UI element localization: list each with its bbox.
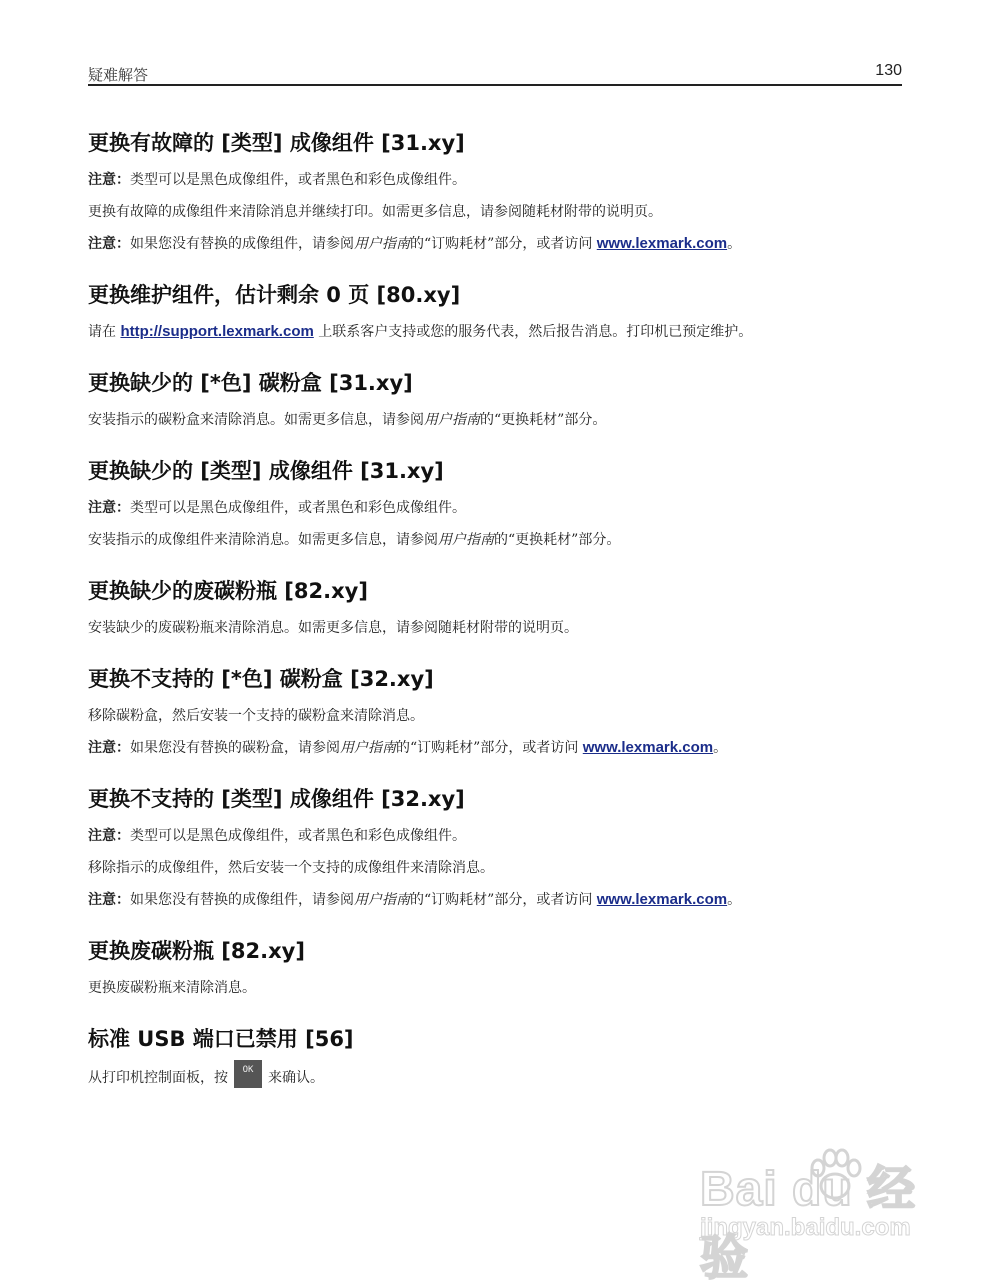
body-text: 的“更换耗材”部分。 xyxy=(494,532,621,548)
note-text: 的“订购耗材”部分，或者访问 xyxy=(410,236,597,252)
note-paragraph xyxy=(88,168,908,192)
user-guide-ref: 用户指南 xyxy=(354,892,410,908)
note-paragraph xyxy=(88,496,908,520)
note-label: 注意： xyxy=(88,236,130,252)
note-text: 如果您没有替换的碳粉盒，请参阅 xyxy=(130,740,340,756)
lexmark-link[interactable]: www.lexmark.com xyxy=(596,891,728,908)
body-text: 来确认。 xyxy=(268,1070,324,1086)
section-heading: 更换有故障的 [类型] 成像组件 [31.xy] xyxy=(88,131,465,155)
section-heading: 更换不支持的 [*色] 碳粉盒 [32.xy] xyxy=(88,667,434,691)
body-text: 的“更换耗材”部分。 xyxy=(480,412,607,428)
watermark-brand: Bai du 经验 xyxy=(700,1163,917,1285)
note-paragraph xyxy=(88,824,908,848)
note-text: 的“订购耗材”部分，或者访问 xyxy=(410,892,597,908)
body-text: 上联系客户支持或您的服务代表，然后报告消息。打印机已预定维护。 xyxy=(313,324,753,340)
baidu-watermark xyxy=(700,1140,940,1285)
note-paragraph xyxy=(88,888,908,912)
section-defective-imaging-unit xyxy=(88,128,908,256)
note-text: 如果您没有替换的成像组件，请参阅 xyxy=(130,892,354,908)
note-text: 的“订购耗材”部分，或者访问 xyxy=(396,740,583,756)
section-heading: 更换不支持的 [类型] 成像组件 [32.xy] xyxy=(88,787,465,811)
note-text: 类型可以是黑色成像组件，或者黑色和彩色成像组件。 xyxy=(130,500,466,516)
note-text: 如果您没有替换的成像组件，请参阅 xyxy=(130,236,354,252)
body-paragraph: 更换废碳粉瓶来清除消息。 xyxy=(88,980,256,996)
body-paragraph: 移除指示的成像组件，然后安装一个支持的成像组件来清除消息。 xyxy=(88,860,494,876)
section-heading: 标准 USB 端口已禁用 [56] xyxy=(88,1027,354,1051)
page-header xyxy=(88,62,902,86)
support-link[interactable]: http://support.lexmark.com xyxy=(120,323,314,340)
user-guide-ref: 用户指南 xyxy=(340,740,396,756)
section-unsupported-imaging-unit xyxy=(88,784,908,912)
section-heading: 更换缺少的 [*色] 碳粉盒 [31.xy] xyxy=(88,371,413,395)
note-text: 类型可以是黑色成像组件，或者黑色和彩色成像组件。 xyxy=(130,828,466,844)
note-paragraph xyxy=(88,736,908,760)
section-heading: 更换维护组件，估计剩余 0 页 [80.xy] xyxy=(88,283,461,307)
section-heading: 更换缺少的 [类型] 成像组件 [31.xy] xyxy=(88,459,444,483)
section-heading: 更换废碳粉瓶 [82.xy] xyxy=(88,939,305,963)
note-label: 注意： xyxy=(88,740,130,756)
body-text: 安装指示的成像组件来清除消息。如需更多信息，请参阅 xyxy=(88,532,438,548)
note-text: 。 xyxy=(727,236,742,252)
note-text: 。 xyxy=(713,740,728,756)
document-body xyxy=(88,128,908,1116)
note-text: 类型可以是黑色成像组件，或者黑色和彩色成像组件。 xyxy=(130,172,466,188)
note-label: 注意： xyxy=(88,892,130,908)
section-usb-disabled xyxy=(88,1024,908,1092)
ok-button-icon: OK xyxy=(234,1060,262,1088)
page-number: 130 xyxy=(875,62,902,79)
body-paragraph xyxy=(88,1064,908,1092)
note-label: 注意： xyxy=(88,828,130,844)
user-guide-ref: 用户指南 xyxy=(354,236,410,252)
note-paragraph xyxy=(88,232,908,256)
lexmark-link[interactable]: www.lexmark.com xyxy=(582,739,714,756)
user-guide-ref: 用户指南 xyxy=(424,412,480,428)
lexmark-link[interactable]: www.lexmark.com xyxy=(596,235,728,252)
body-paragraph xyxy=(88,528,908,552)
user-guide-ref: 用户指南 xyxy=(438,532,494,548)
body-paragraph xyxy=(88,320,908,344)
section-missing-waste-bottle xyxy=(88,576,908,640)
header-title: 疑难解答 xyxy=(88,66,149,84)
section-replace-waste-bottle xyxy=(88,936,908,1000)
section-unsupported-toner xyxy=(88,664,908,760)
section-missing-toner xyxy=(88,368,908,432)
body-paragraph: 移除碳粉盒，然后安装一个支持的碳粉盒来清除消息。 xyxy=(88,708,424,724)
body-text: 安装指示的碳粉盒来清除消息。如需更多信息，请参阅 xyxy=(88,412,424,428)
note-label: 注意： xyxy=(88,500,130,516)
body-text: 从打印机控制面板，按 xyxy=(88,1070,228,1086)
watermark-url: jingyan.baidu.com xyxy=(700,1214,911,1241)
body-paragraph xyxy=(88,408,908,432)
note-label: 注意： xyxy=(88,172,130,188)
body-paragraph: 安装缺少的废碳粉瓶来清除消息。如需更多信息，请参阅随耗材附带的说明页。 xyxy=(88,620,578,636)
section-replace-maintenance-kit xyxy=(88,280,908,344)
body-paragraph: 更换有故障的成像组件来清除消息并继续打印。如需更多信息，请参阅随耗材附带的说明页。 xyxy=(88,204,662,220)
section-missing-imaging-unit xyxy=(88,456,908,552)
section-heading: 更换缺少的废碳粉瓶 [82.xy] xyxy=(88,579,368,603)
note-text: 。 xyxy=(727,892,742,908)
body-text: 请在 xyxy=(88,324,121,340)
